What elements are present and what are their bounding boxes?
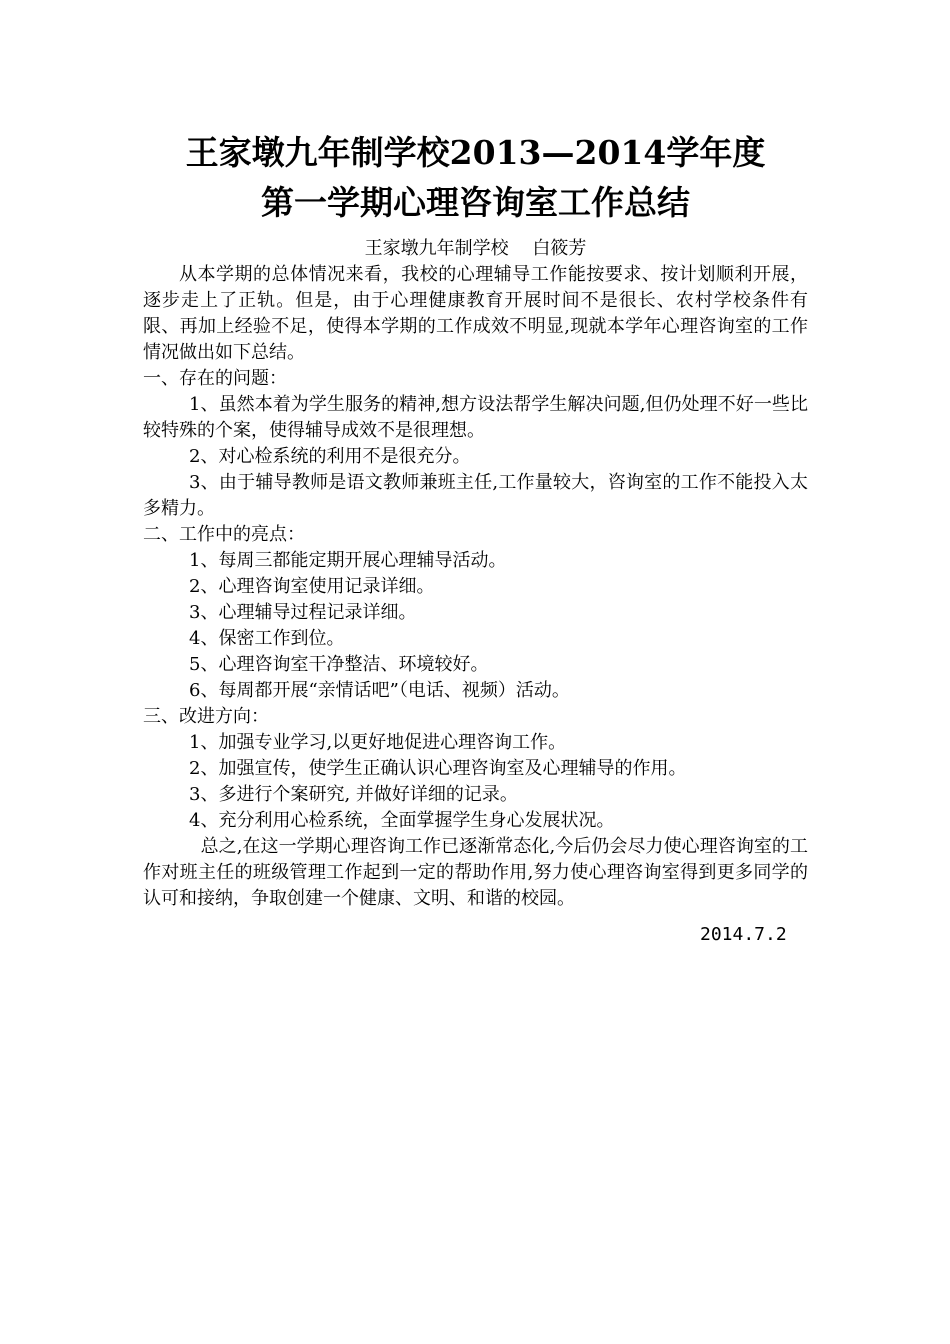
section-1-item-2: 2、对心检系统的利用不是很充分。 [189, 446, 471, 467]
section-1-heading: 一、存在的问题： [143, 368, 287, 389]
title-line-2: 第一学期心理咨询室工作总结 [261, 183, 690, 222]
section-3-item-2: 2、加强宣传，使学生正确认识心理咨询室及心理辅导的作用。 [189, 758, 687, 779]
section-3-item-1: 1、加强专业学习,以更好地促进心理咨询工作。 [189, 732, 567, 753]
author-byline: 王家墩九年制学校 白筱芳 [364, 238, 587, 259]
document-date: 2014.7.2 [700, 924, 787, 945]
section-3-item-4: 4、充分利用心检系统，全面掌握学生身心发展状况。 [189, 810, 615, 831]
section-3-heading: 三、改进方向： [143, 706, 269, 727]
section-2-item-5: 5、心理咨询室干净整洁、环境较好。 [189, 654, 489, 675]
intro-paragraph: 从本学期的总体情况来看，我校的心理辅导工作能按要求、按计划顺利开展，逐步走上了正轨。但是，由于心理健康教育开展时间不是很长、农村学校条件有限、再加上经验不足，使得本学期的工作成效不明显,现就本学年心理咨询室的工作情况做出如下总结。 [143, 264, 808, 363]
section-1-item-3: 3、由于辅导教师是语文教师兼班主任,工作量较大，咨询室的工作不能投入太多精力。 [143, 472, 808, 519]
document-body [143, 128, 808, 912]
section-3-item-3: 3、多进行个案研究, 并做好详细的记录。 [189, 784, 518, 805]
section-2-heading: 二、工作中的亮点： [143, 524, 305, 545]
section-2-item-6: 6、每周都开展“亲情话吧”（电话、视频）活动。 [189, 680, 570, 701]
section-1-item-1: 1、虽然本着为学生服务的精神,想方设法帮学生解决问题,但仍处理不好一些比较特殊的个案，使得辅导成效不是很理想。 [143, 394, 808, 441]
section-2-item-4: 4、保密工作到位。 [189, 628, 345, 649]
section-2-item-2: 2、心理咨询室使用记录详细。 [189, 576, 435, 597]
title-line-1: 王家墩九年制学校2013—2014学年度 [185, 133, 766, 172]
section-2-item-1: 1、每周三都能定期开展心理辅导活动。 [189, 550, 507, 571]
closing-paragraph: 总之,在这一学期心理咨询工作已逐渐常态化,今后仍会尽力使心理咨询室的工作对班主任的班级管理工作起到一定的帮助作用,努力使心理咨询室得到更多同学的认可和接纳，争取创建一个健康、文明、和谐的校园。 [143, 836, 808, 909]
section-2-item-3: 3、心理辅导过程记录详细。 [189, 602, 417, 623]
